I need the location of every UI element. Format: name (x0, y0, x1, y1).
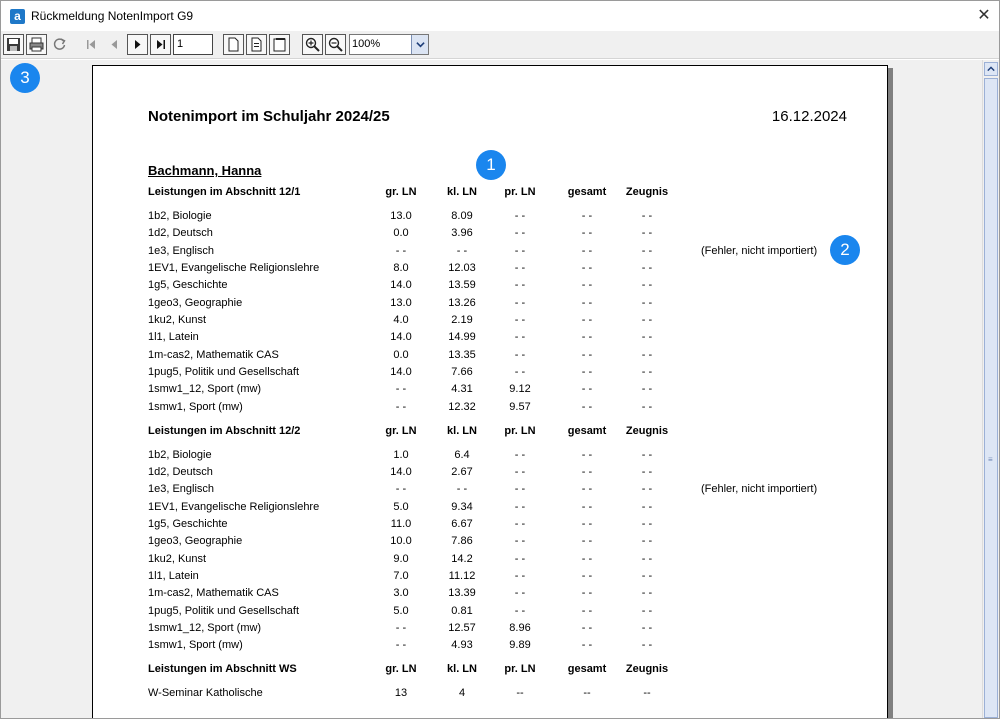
grade-row (93, 314, 889, 331)
cell-gr: 14.0 (390, 331, 412, 343)
cell-pr: - - (514, 587, 526, 599)
cell-gr: 9.0 (393, 553, 409, 565)
cell-gr: 3.0 (393, 587, 409, 599)
cell-pr: - - (514, 553, 526, 565)
zoom-level-value: 100% (352, 38, 381, 50)
cell-gesamt: - - (581, 466, 593, 478)
first-page-button[interactable] (81, 34, 102, 55)
cell-gesamt: - - (581, 483, 593, 495)
cell-zeugnis: - - (641, 297, 653, 309)
cell-kl: 2.67 (451, 466, 473, 478)
cell-name: 1pug5, Politik und Gesellschaft (148, 605, 300, 617)
close-window-button[interactable]: ✕ (977, 7, 991, 24)
cell-gr: 14.0 (390, 366, 412, 378)
cell-name: 1g5, Geschichte (148, 518, 228, 530)
refresh-button[interactable] (49, 34, 70, 55)
cell-gr: 0.0 (393, 227, 409, 239)
grade-row (93, 605, 889, 622)
cell-zeugnis: - - (641, 518, 653, 530)
cell-gesamt: - - (581, 570, 593, 582)
first-page-icon (84, 37, 99, 52)
cell-pr: - - (514, 227, 526, 239)
cell-gesamt: - - (581, 210, 593, 222)
cell-kl: 6.4 (454, 449, 470, 461)
previous-page-icon (107, 37, 122, 52)
cell-zeugnis: - - (641, 279, 653, 291)
cell-kl: 13.39 (448, 587, 476, 599)
cell-name: 1geo3, Geographie (148, 535, 243, 547)
cell-gr: 5.0 (393, 605, 409, 617)
grade-row (93, 449, 889, 466)
page-width-icon (249, 37, 264, 52)
cell-note: (Fehler, nicht importiert) (701, 483, 818, 495)
cell-kl: - - (456, 245, 468, 257)
multi-page-icon (272, 37, 287, 52)
grade-row (93, 622, 889, 639)
zoom-in-icon (305, 37, 320, 52)
cell-zeugnis: - - (641, 366, 653, 378)
cell-kl: 12.03 (448, 262, 476, 274)
save-icon (6, 37, 21, 52)
cell-name: 1smw1, Sport (mw) (148, 639, 243, 651)
cell-pr: - - (514, 349, 526, 361)
cell-pr: 9.12 (509, 383, 531, 395)
column-header-pr: pr. LN (504, 186, 536, 198)
grade-row (93, 279, 889, 296)
student-name: Bachmann, Hanna (148, 163, 262, 178)
cell-gesamt: - - (581, 314, 593, 326)
grade-row (93, 401, 889, 418)
column-header-gr: gr. LN (385, 186, 417, 198)
column-header-zeugnis: Zeugnis (625, 425, 669, 437)
cell-zeugnis: - - (641, 210, 653, 222)
cell-gr: 13.0 (390, 297, 412, 309)
cell-gesamt: - - (581, 331, 593, 343)
cell-zeugnis: - - (641, 605, 653, 617)
cell-gesamt: - - (581, 279, 593, 291)
cell-pr: - - (514, 483, 526, 495)
next-page-button[interactable] (127, 34, 148, 55)
cell-kl: 8.09 (451, 210, 473, 222)
cell-kl: 4.93 (451, 639, 473, 651)
cell-name: 1EV1, Evangelische Religionslehre (148, 501, 320, 513)
cell-zeugnis: - - (641, 622, 653, 634)
cell-gr: 14.0 (390, 466, 412, 478)
cell-gesamt: - - (581, 622, 593, 634)
report-date: 16.12.2024 (771, 108, 847, 125)
grade-row (93, 483, 889, 500)
grade-row (93, 639, 889, 656)
grade-row (93, 349, 889, 366)
column-header-gesamt: gesamt (567, 186, 607, 198)
grade-row (93, 587, 889, 604)
cell-pr: - - (514, 262, 526, 274)
cell-name: 1e3, Englisch (148, 245, 215, 257)
multi-page-view-button[interactable] (269, 34, 290, 55)
grade-row (93, 466, 889, 483)
annotation-badge-1: 1 (476, 150, 506, 180)
cell-name: 1l1, Latein (148, 331, 199, 343)
chevron-down-icon[interactable] (411, 35, 428, 54)
cell-zeugnis: - - (641, 314, 653, 326)
cell-pr: - - (514, 518, 526, 530)
cell-gr: 5.0 (393, 501, 409, 513)
cell-pr: - - (514, 535, 526, 547)
cell-kl: 14.99 (448, 331, 476, 343)
cell-kl: 11.12 (448, 570, 476, 582)
cell-zeugnis: - - (641, 570, 653, 582)
section-header-row (93, 186, 889, 203)
grade-row (93, 297, 889, 314)
cell-kl: 13.35 (448, 349, 476, 361)
next-page-icon (130, 37, 145, 52)
grade-row (93, 570, 889, 587)
cell-gesamt: - - (581, 587, 593, 599)
grade-row (93, 518, 889, 535)
cell-gr: 8.0 (393, 262, 409, 274)
cell-name: 1e3, Englisch (148, 483, 215, 495)
section-heading: Leistungen im Abschnitt WS (148, 663, 297, 675)
cell-pr: - - (514, 297, 526, 309)
cell-gr: - - (395, 383, 407, 395)
cell-name: 1m-cas2, Mathematik CAS (148, 587, 279, 599)
page-width-view-button[interactable] (246, 34, 267, 55)
grip-icon: ≡ (988, 455, 993, 464)
section-header-row (93, 663, 889, 680)
grade-row (93, 210, 889, 227)
cell-zeugnis: -- (643, 687, 651, 699)
cell-gesamt: - - (581, 535, 593, 547)
cell-name: 1g5, Geschichte (148, 279, 228, 291)
cell-gesamt: - - (581, 297, 593, 309)
cell-name: 1smw1_12, Sport (mw) (148, 383, 262, 395)
cell-zeugnis: - - (641, 466, 653, 478)
cell-gr: - - (395, 483, 407, 495)
cell-pr: 8.96 (509, 622, 531, 634)
cell-zeugnis: - - (641, 227, 653, 239)
cell-gesamt: - - (581, 262, 593, 274)
toolbar (1, 31, 999, 59)
cell-zeugnis: - - (641, 262, 653, 274)
cell-pr: - - (514, 570, 526, 582)
cell-name: 1d2, Deutsch (148, 466, 213, 478)
cell-name: 1ku2, Kunst (148, 553, 207, 565)
cell-gesamt: - - (581, 227, 593, 239)
column-header-kl: kl. LN (447, 425, 477, 437)
grade-row (93, 687, 889, 704)
title-bar (1, 1, 999, 31)
cell-pr: - - (514, 605, 526, 617)
cell-gr: 13.0 (390, 210, 412, 222)
cell-gesamt: - - (581, 605, 593, 617)
cell-name: 1smw1_12, Sport (mw) (148, 622, 262, 634)
single-page-view-button[interactable] (223, 34, 244, 55)
cell-gr: 7.0 (393, 570, 409, 582)
cell-zeugnis: - - (641, 349, 653, 361)
cell-pr: - - (514, 210, 526, 222)
cell-name: 1d2, Deutsch (148, 227, 213, 239)
cell-kl: 13.59 (448, 279, 476, 291)
cell-name: W-Seminar Katholische (148, 687, 263, 699)
scroll-up-arrow-icon[interactable] (984, 62, 998, 76)
cell-pr: - - (514, 501, 526, 513)
cell-kl: 12.57 (448, 622, 476, 634)
cell-zeugnis: - - (641, 331, 653, 343)
last-page-button[interactable] (150, 34, 171, 55)
cell-kl: 14.2 (451, 553, 473, 565)
section-heading: Leistungen im Abschnitt 12/1 (148, 186, 301, 198)
cell-gr: 0.0 (393, 349, 409, 361)
column-header-gr: gr. LN (385, 663, 417, 675)
cell-zeugnis: - - (641, 383, 653, 395)
column-header-gesamt: gesamt (567, 663, 607, 675)
cell-kl: 4 (458, 687, 466, 699)
cell-gesamt: - - (581, 639, 593, 651)
cell-pr: 9.57 (509, 401, 531, 413)
cell-gr: 4.0 (393, 314, 409, 326)
single-page-icon (226, 37, 241, 52)
cell-gr: 14.0 (390, 279, 412, 291)
cell-pr: -- (516, 687, 524, 699)
cell-gesamt: - - (581, 349, 593, 361)
cell-name: 1ku2, Kunst (148, 314, 207, 326)
grade-row (93, 501, 889, 518)
cell-name: 1b2, Biologie (148, 210, 212, 222)
print-button[interactable] (26, 34, 47, 55)
refresh-icon (52, 37, 67, 52)
cell-gesamt: - - (581, 501, 593, 513)
grade-row (93, 383, 889, 400)
vertical-scrollbar[interactable] (982, 60, 999, 719)
cell-gesamt: - - (581, 366, 593, 378)
zoom-level-select[interactable] (349, 34, 429, 55)
column-header-kl: kl. LN (447, 186, 477, 198)
previous-page-button[interactable] (104, 34, 125, 55)
cell-kl: 2.19 (451, 314, 473, 326)
cell-name: 1smw1, Sport (mw) (148, 401, 243, 413)
column-header-gr: gr. LN (385, 425, 417, 437)
grade-row (93, 245, 889, 262)
cell-gesamt: - - (581, 401, 593, 413)
cell-gr: - - (395, 401, 407, 413)
grade-row (93, 553, 889, 570)
column-header-kl: kl. LN (447, 663, 477, 675)
cell-kl: 9.34 (451, 501, 473, 513)
cell-gr: - - (395, 622, 407, 634)
cell-zeugnis: - - (641, 639, 653, 651)
cell-pr: - - (514, 366, 526, 378)
cell-kl: 7.86 (451, 535, 473, 547)
section-heading: Leistungen im Abschnitt 12/2 (148, 425, 301, 437)
cell-kl: 13.26 (448, 297, 476, 309)
cell-gesamt: - - (581, 245, 593, 257)
zoom-in-button[interactable] (302, 34, 323, 55)
cell-gr: 10.0 (390, 535, 412, 547)
zoom-out-icon (328, 37, 343, 52)
cell-name: 1b2, Biologie (148, 449, 212, 461)
grade-row (93, 262, 889, 279)
cell-zeugnis: - - (641, 449, 653, 461)
grade-row (93, 535, 889, 552)
printer-icon (29, 37, 44, 52)
grade-row (93, 227, 889, 244)
cell-zeugnis: - - (641, 245, 653, 257)
cell-kl: 4.31 (451, 383, 473, 395)
grade-row (93, 331, 889, 348)
cell-note: (Fehler, nicht importiert) (701, 245, 818, 257)
cell-kl: - - (456, 483, 468, 495)
cell-name: 1pug5, Politik und Gesellschaft (148, 366, 300, 378)
cell-kl: 3.96 (451, 227, 473, 239)
app-logo-icon: a (10, 9, 25, 24)
annotation-badge-2: 2 (830, 235, 860, 265)
cell-gr: - - (395, 245, 407, 257)
cell-name: 1m-cas2, Mathematik CAS (148, 349, 279, 361)
cell-zeugnis: - - (641, 535, 653, 547)
cell-zeugnis: - - (641, 483, 653, 495)
cell-pr: - - (514, 331, 526, 343)
cell-pr: - - (514, 449, 526, 461)
cell-gesamt: -- (583, 687, 591, 699)
grade-row (93, 366, 889, 383)
cell-kl: 6.67 (451, 518, 473, 530)
cell-zeugnis: - - (641, 501, 653, 513)
column-header-pr: pr. LN (504, 663, 536, 675)
column-header-zeugnis: Zeugnis (625, 186, 669, 198)
section-header-row (93, 425, 889, 442)
cell-kl: 12.32 (448, 401, 476, 413)
window-title: Rückmeldung NotenImport G9 (31, 9, 194, 23)
cell-gr: 1.0 (393, 449, 409, 461)
cell-kl: 7.66 (451, 366, 473, 378)
cell-name: 1EV1, Evangelische Religionslehre (148, 262, 320, 274)
scrollbar-thumb[interactable] (984, 78, 998, 718)
cell-zeugnis: - - (641, 401, 653, 413)
cell-zeugnis: - - (641, 587, 653, 599)
save-button[interactable] (3, 34, 24, 55)
column-header-zeugnis: Zeugnis (625, 663, 669, 675)
cell-name: 1geo3, Geographie (148, 297, 243, 309)
cell-gesamt: - - (581, 383, 593, 395)
cell-pr: - - (514, 466, 526, 478)
cell-gesamt: - - (581, 449, 593, 461)
cell-pr: - - (514, 279, 526, 291)
last-page-icon (153, 37, 168, 52)
cell-pr: - - (514, 245, 526, 257)
cell-pr: - - (514, 314, 526, 326)
cell-pr: 9.89 (509, 639, 531, 651)
column-header-pr: pr. LN (504, 425, 536, 437)
annotation-badge-3: 3 (10, 63, 40, 93)
page-number-input[interactable]: 1 (173, 34, 213, 55)
cell-kl: 0.81 (451, 605, 473, 617)
cell-gesamt: - - (581, 553, 593, 565)
cell-gr: - - (395, 639, 407, 651)
report-title: Notenimport im Schuljahr 2024/25 (148, 108, 390, 125)
cell-gesamt: - - (581, 518, 593, 530)
cell-zeugnis: - - (641, 553, 653, 565)
cell-gr: 11.0 (390, 518, 412, 530)
cell-gr: 13 (394, 687, 408, 699)
zoom-out-button[interactable] (325, 34, 346, 55)
column-header-gesamt: gesamt (567, 425, 607, 437)
cell-name: 1l1, Latein (148, 570, 199, 582)
